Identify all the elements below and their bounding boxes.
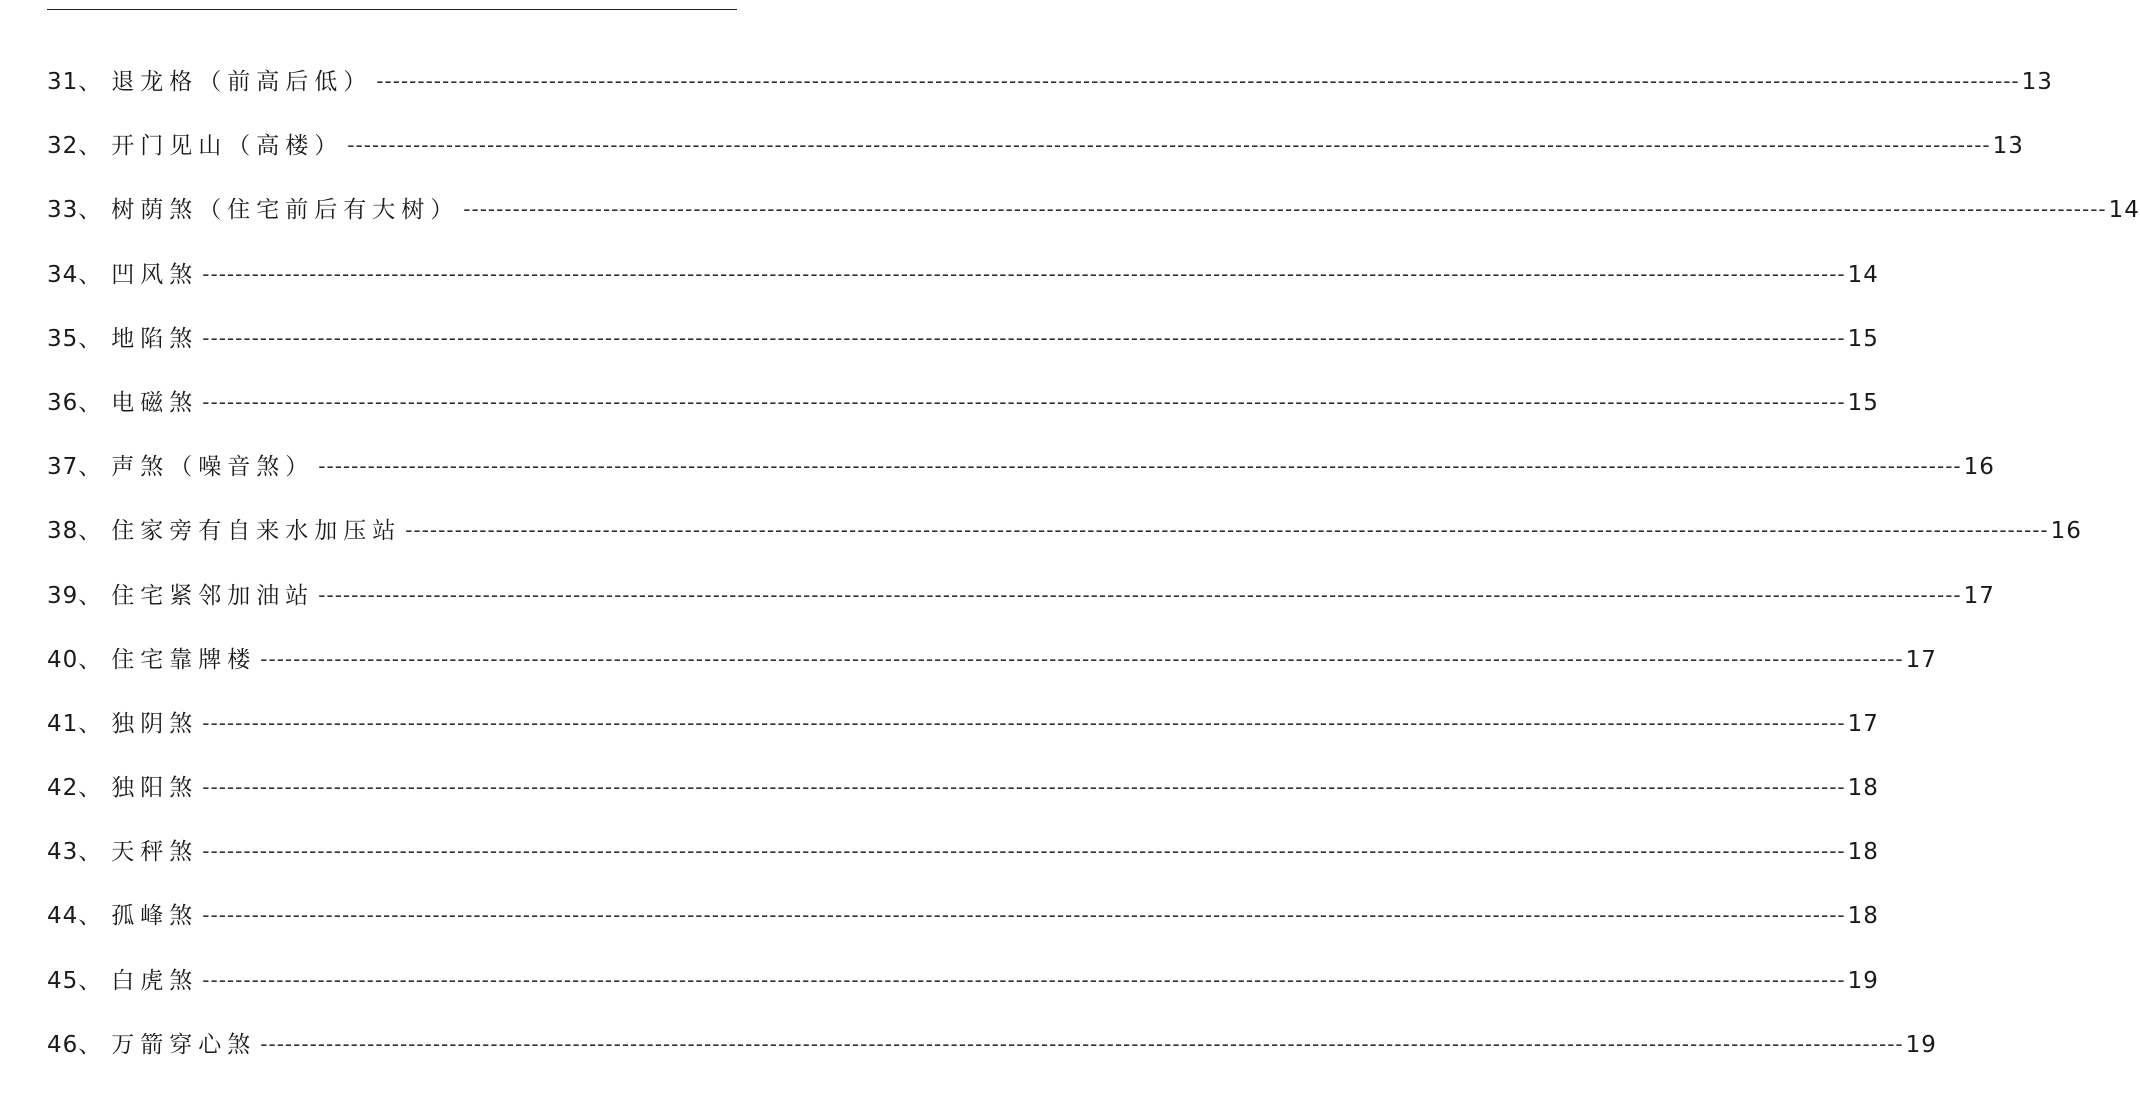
entry-number: 40 <box>47 646 79 673</box>
dot-leader: -------------------------------------------------------------------------------------------------------------------------------------------------------------------------------------------------------- <box>202 325 1846 350</box>
entry-page-number: 16 <box>1963 454 1995 481</box>
entry-page-number: 15 <box>1847 389 1879 416</box>
entry-page-number: 17 <box>1905 646 1937 673</box>
table-of-contents <box>47 50 2140 1077</box>
dot-leader: -------------------------------------------------------------------------------------------------------------------------------------------------------------------------------------------------------- <box>202 967 1846 992</box>
toc-entry[interactable] <box>47 499 2082 563</box>
entry-separator: 、 <box>78 646 102 673</box>
entry-title: 退龙格（前高后低） <box>111 69 373 95</box>
dot-leader: -------------------------------------------------------------------------------------------------------------------------------------------------------------------------------------------------------- <box>318 454 1962 479</box>
entry-separator: 、 <box>78 518 102 545</box>
entry-number: 33 <box>47 197 79 224</box>
dot-leader: -------------------------------------------------------------------------------------------------------------------------------------------------------------------------------------------------------- <box>463 197 2107 222</box>
entry-number: 46 <box>47 1031 79 1058</box>
entry-separator: 、 <box>78 389 102 416</box>
toc-entry[interactable] <box>47 949 1879 1013</box>
toc-entry[interactable] <box>47 884 1879 948</box>
entry-separator: 、 <box>78 325 102 352</box>
entry-separator: 、 <box>78 1031 102 1058</box>
dot-leader: -------------------------------------------------------------------------------------------------------------------------------------------------------------------------------------------------------- <box>202 389 1846 414</box>
entry-title: 声煞（噪音煞） <box>111 454 315 481</box>
entry-number: 36 <box>47 389 79 416</box>
entry-page-number: 19 <box>1847 967 1879 994</box>
entry-number: 31 <box>47 69 79 95</box>
entry-separator: 、 <box>78 839 102 866</box>
entry-page-number: 18 <box>1847 903 1879 930</box>
toc-entry[interactable] <box>47 756 1879 820</box>
toc-entry[interactable] <box>47 307 1879 371</box>
dot-leader: -------------------------------------------------------------------------------------------------------------------------------------------------------------------------------------------------------- <box>318 582 1962 607</box>
entry-page-number: 17 <box>1963 582 1995 609</box>
toc-entry[interactable] <box>47 1013 1937 1077</box>
entry-number: 35 <box>47 325 79 352</box>
dot-leader: -------------------------------------------------------------------------------------------------------------------------------------------------------------------------------------------------------- <box>260 1031 1904 1056</box>
entry-title: 地陷煞 <box>111 325 199 352</box>
entry-title: 天秤煞 <box>111 839 199 866</box>
entry-separator: 、 <box>78 69 102 95</box>
dot-leader: -------------------------------------------------------------------------------------------------------------------------------------------------------------------------------------------------------- <box>202 710 1846 735</box>
dot-leader: -------------------------------------------------------------------------------------------------------------------------------------------------------------------------------------------------------- <box>405 518 2049 543</box>
entry-number: 45 <box>47 967 79 994</box>
entry-title: 开门见山（高楼） <box>111 133 344 160</box>
toc-entry[interactable] <box>47 371 1879 435</box>
entry-title: 万箭穿心煞 <box>111 1031 257 1058</box>
dot-leader: -------------------------------------------------------------------------------------------------------------------------------------------------------------------------------------------------------- <box>347 133 1991 158</box>
entry-number: 44 <box>47 903 79 930</box>
dot-leader: -------------------------------------------------------------------------------------------------------------------------------------------------------------------------------------------------------- <box>260 646 1904 671</box>
entry-separator: 、 <box>78 197 102 224</box>
entry-number: 39 <box>47 582 79 609</box>
entry-title: 独阳煞 <box>111 775 199 802</box>
entry-separator: 、 <box>78 454 102 481</box>
entry-number: 37 <box>47 454 79 481</box>
entry-number: 42 <box>47 775 79 802</box>
entry-title: 住宅紧邻加油站 <box>111 582 315 609</box>
toc-entry[interactable] <box>47 820 1879 884</box>
entry-number: 38 <box>47 518 79 545</box>
entry-page-number: 15 <box>1847 325 1879 352</box>
entry-title: 白虎煞 <box>111 967 199 994</box>
entry-title: 住家旁有自来水加压站 <box>111 518 402 545</box>
entry-separator: 、 <box>78 133 102 160</box>
entry-page-number: 16 <box>2050 518 2082 545</box>
dot-leader: -------------------------------------------------------------------------------------------------------------------------------------------------------------------------------------------------------- <box>376 69 2020 93</box>
toc-entry[interactable] <box>47 628 1937 692</box>
dot-leader: -------------------------------------------------------------------------------------------------------------------------------------------------------------------------------------------------------- <box>202 775 1846 800</box>
entry-page-number: 13 <box>1992 133 2024 160</box>
entry-page-number: 17 <box>1847 710 1879 737</box>
entry-title: 独阴煞 <box>111 710 199 737</box>
entry-title: 孤峰煞 <box>111 903 199 930</box>
toc-entry[interactable] <box>47 178 2140 242</box>
entry-separator: 、 <box>78 775 102 802</box>
entry-number: 43 <box>47 839 79 866</box>
entry-title: 住宅靠牌楼 <box>111 646 257 673</box>
dot-leader: -------------------------------------------------------------------------------------------------------------------------------------------------------------------------------------------------------- <box>202 261 1846 286</box>
entry-separator: 、 <box>78 582 102 609</box>
entry-separator: 、 <box>78 710 102 737</box>
top-rule <box>47 9 737 10</box>
entry-page-number: 18 <box>1847 775 1879 802</box>
entry-separator: 、 <box>78 967 102 994</box>
toc-entry[interactable] <box>47 435 1995 499</box>
entry-title: 凹风煞 <box>111 261 199 288</box>
toc-entry[interactable] <box>47 50 2053 114</box>
dot-leader: -------------------------------------------------------------------------------------------------------------------------------------------------------------------------------------------------------- <box>202 903 1846 928</box>
toc-entry[interactable] <box>47 692 1879 756</box>
entry-title: 树荫煞（住宅前后有大树） <box>111 197 460 224</box>
entry-separator: 、 <box>78 261 102 288</box>
toc-entry[interactable] <box>47 243 1879 307</box>
dot-leader: -------------------------------------------------------------------------------------------------------------------------------------------------------------------------------------------------------- <box>202 839 1846 864</box>
toc-entry[interactable] <box>47 564 1995 628</box>
toc-entry[interactable] <box>47 114 2024 178</box>
entry-number: 41 <box>47 710 79 737</box>
entry-page-number: 19 <box>1905 1031 1937 1058</box>
entry-separator: 、 <box>78 903 102 930</box>
entry-number: 32 <box>47 133 79 160</box>
entry-page-number: 18 <box>1847 839 1879 866</box>
entry-page-number: 14 <box>1847 261 1879 288</box>
entry-page-number: 14 <box>2108 197 2140 224</box>
entry-number: 34 <box>47 261 79 288</box>
entry-title: 电磁煞 <box>111 389 199 416</box>
entry-page-number: 13 <box>2021 69 2053 95</box>
